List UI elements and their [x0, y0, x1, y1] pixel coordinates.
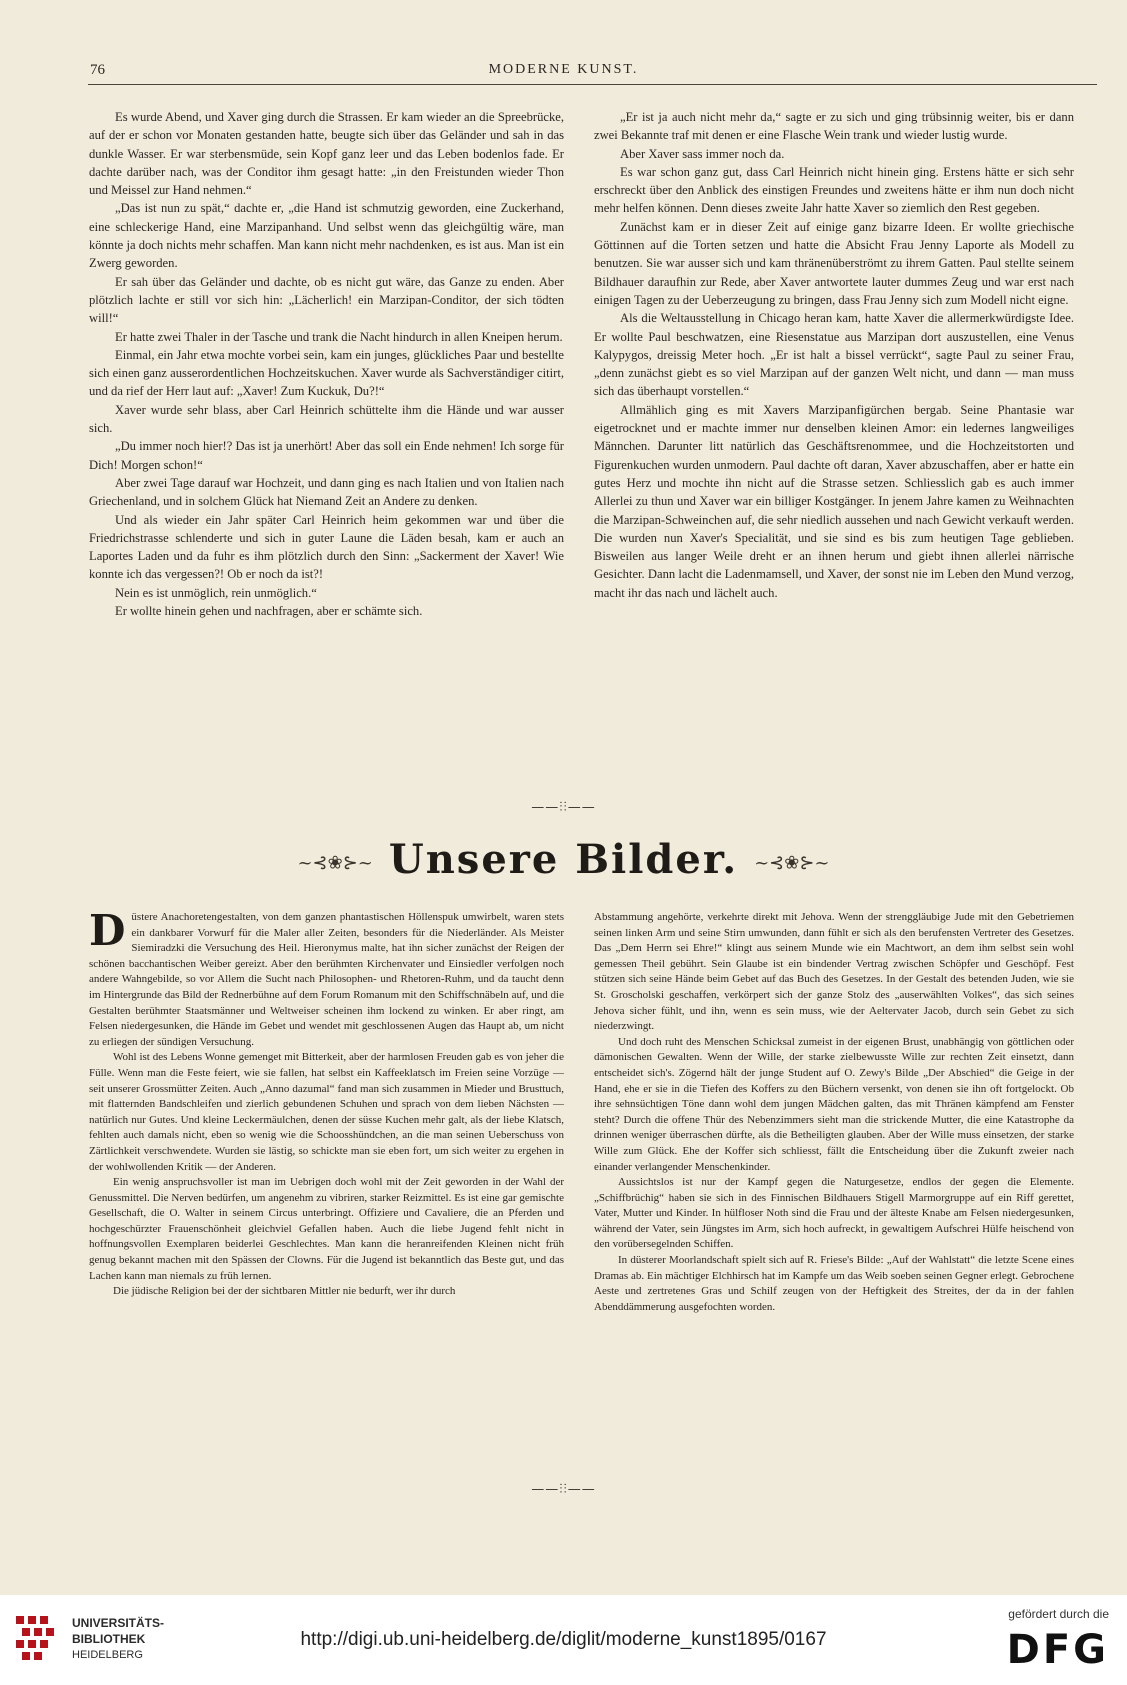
title-ornament-right: ~⊰❀⊱~	[754, 852, 830, 874]
story-paragraph: Er sah über das Geländer und dachte, ob es nicht gut wäre, das Ganze zu enden. Aber plötzlich lachte er still vor sich hin: „Lächerlich! ein Marzipan-Conditor, der sich tödten will!“	[89, 274, 564, 326]
story-paragraph: Xaver wurde sehr blass, aber Carl Heinrich schüttelte ihm die Hände und war ausser sich.	[89, 402, 564, 436]
library-name-line: BIBLIOTHEK	[72, 1632, 146, 1646]
story-paragraph: Er hatte zwei Thaler in der Tasche und trank die Nacht hindurch in allen Kneipen herum.	[115, 329, 563, 344]
story-paragraph: Einmal, ein Jahr etwa mochte vorbei sein, kam ein junges, glückliches Paar und bestellte sich einen ganz ausserordentlichen Hochzeitskuchen. Xaver wurde als Sachverständiger citirt, und da rief der Herr laut auf: „Xaver! Zum Kuckuk, Du?!“	[89, 347, 564, 399]
story-paragraph: Zunächst kam er in dieser Zeit auf einige ganz bizarre Ideen. Er wollte griechische Göttinnen auf die Torten setzen und hatte die Absicht Frau Jenny Laporte als Modell zu benutzen. Sie war ausser sich und kam thränenüberströmt zu ihrem Gatten. Paul stellte seinem Bildhauer daraufhin zur Rede, aber Xaver antwortete lauter dummes Zeug und war erst nach einigen Tagen zu der Ueberzeugung zu bringen, dass Frau Jenny sich zum Modell nicht eigne.	[594, 219, 1074, 307]
story-paragraph: Und als wieder ein Jahr später Carl Heinrich heim gekommen war und über die Friedrichstrasse schlenderte und sich in guter Laune die Läden besah, kam er auch an Laportes Laden und da fuhr es ihm plötzlich durch den Sinn: „Sackerment der Xaver! Wie konnte ich das vergessen?! Ob er noch da ist?!	[89, 512, 564, 582]
ornamental-divider: ——⫶⫶——	[531, 800, 596, 815]
funded-by-text: gefördert durch die	[1008, 1607, 1109, 1621]
title-ornament-left: ~⊰❀⊱~	[297, 852, 373, 874]
section-title-text: Unsere Bilder.	[388, 836, 739, 883]
story-paragraph: „Du immer noch hier!? Das ist ja unerhört! Aber das soll ein Ende nehmen! Ich sorge für Dich! Morgen schon!“	[89, 439, 564, 472]
section-left-column	[89, 906, 564, 1300]
library-name-line: HEIDELBERG	[72, 1649, 143, 1661]
dfg-logo: DFG	[1006, 1627, 1109, 1673]
source-url[interactable]: http://digi.ub.uni-heidelberg.de/diglit/moderne_kunst1895/0167	[300, 1629, 827, 1650]
viewer-footer	[0, 1595, 1127, 1685]
section-first-paragraph	[89, 906, 564, 1050]
section-title	[0, 836, 1127, 883]
drop-cap-D: D	[89, 906, 126, 955]
story-right-column	[594, 108, 1074, 602]
story-paragraph: Als die Weltausstellung in Chicago heran kam, hatte Xaver die allermerkwürdigste Idee. Er wollte Paul beschwatzen, eine Riesenstatue aus Marzipan dort auszustellen, eine Venus Kalypygos, dreissig Meter hoch. „Er ist halt a bissel verrückt“, sagte Paul zu seiner Frau, „denn zunächst giebt es so viel Marzipan auf der ganzen Welt nicht, und dann — man muss sich das überhaupt vorstellen.“	[594, 311, 1074, 399]
section-paragraph: Ein wenig anspruchsvoller ist man im Uebrigen doch wohl mit der Zeit geworden in der Wahl der Genussmittel. Die Nerven bedürfen, um angenehm zu vibriren, starker Reizmittel. Es ist eine gar gemischte Gesellschaft, die O. Walter in seinem Circus unterbringt. Offiziere und Cavaliere, die an Pferden und hochgeschürzter Frauenschönheit gleichviel Gefallen haben. Auch die liebe Jugend fehlt nicht in hoffnungsvollen Exemplaren beiderlei Geschlechtes. Man kann die heranreifenden Kleinen nicht früh genug bekannt machen mit den Spässen der Clowns. Für die Jugend ist bekanntlich das Beste gut, und das Lachen kann man niemals zu früh lernen.	[89, 1176, 564, 1282]
story-paragraph: Allmählich ging es mit Xavers Marzipanfigürchen bergab. Seine Phantasie war eigetrocknet und er machte immer nur denselben kleinen Amor: ein ledernes langweiliges Männchen. Darunter litt natürlich das Geschäftsrenommee, und die Hochzeitstorten und Figurenkuchen wurden unmodern. Paul dachte oft daran, Xaver abzuschaffen, aber er hatte ein gutes Herz und mochte ihn nicht auf die Strasse setzen. Schliesslich gab es auch immer Allerlei zu thun und Xaver war ein billiger Kostgänger. In jenem Jahre kamen zu Weihnachten die Marzipan-Schweinchen auf, die sehr niedlich aussehen und nach Gewicht verkauft werden. Die wurden nun Xaver's Specialität, und sie sind es bis zum heutigen Tage geblieben. Bisweilen aus langer Weile dreht er an ihnen herum und giebt ihnen allerlei närrische Gesichter. Dann lacht die Ladenmamsell, und Xaver, der sonst nie im Leben den Mund verzog, macht ihr das nach und lächelt auch.	[594, 402, 1074, 600]
story-paragraph: Es wurde Abend, und Xaver ging durch die Strassen. Er kam wieder an die Spreebrücke, auf der er schon vor Monaten gestanden hatte, beugte sich über das Geländer und sah in das dunkle Wasser. Er war sterbensmüde, sein Kopf ganz leer und das Leben bodenlos fade. Er dachte darüber nach, was der Conditor ihm gesagt hatte: „in den Freistunden wieder Thon und Meissel zur Hand nehmen.“	[89, 110, 564, 198]
section-paragraph: Aussichtslos ist nur der Kampf gegen die Naturgesetze, endlos der gegen die Elemente. „Schiffbrüchig“ haben sie sich in des Finnischen Bildhauers Stigell Marmorgruppe auf ein Riff gerettet, Vater, Mutter und Kinder. In hülfloser Noth sind die Frau und der älteste Knabe am Felsen niedergesunken, während der Vater, sein Jüngstes im Arm, sich hoch aufreckt, in gewaltigem Aufschrei Hülfe heischend von den vorübersegelnden Schiffen.	[594, 1176, 1074, 1251]
section-first-paragraph-text: üstere Anachoretengestalten, von dem ganzen phantastischen Höllenspuk umwirbelt, waren stets ein dankbarer Vorwurf für die Maler aller Zeiten, besonders für die Niederländer. Als Meister Siemiradzki die Versuchung des Heil. Hieronymus malte, hat ihn sicher zunächst der Reigen der schönen bacchantischen Weiber gereizt. Aber den berühmten Kirchenvater und Einsiedler verfolgen noch andere Wahngebilde, so vor Allem die Sucht nach Philosophen- und Rhetoren-Ruhm, und da taucht denn im Hintergrunde das Bild der Rednerbühne auf dem Forum Romanum mit den Schiffschnäbeln auf, und die Gestalten berühmter Staatsmänner und Weltweiser scheinen ihm lockend zu winken. Er aber ringt, am Felsen niedergesunken, die Hände im Gebet und wendet mit geschlossenen Augen das Haupt ab, um nicht zu erliegen der sündigen Versuchung.	[89, 911, 564, 1048]
story-paragraph: „Das ist nun zu spät,“ dachte er, „die Hand ist schmutzig geworden, eine Zuckerhand, eine schleckerige Hand, eine Marzipanhand. Und selbst wenn das gleichgültig wäre, man könnte ja doch nichts mehr schaffen. Man kann nicht mehr nachdenken, es ist aus. Man ist ein Zwerg geworden.	[89, 201, 564, 271]
story-paragraph: „Er ist ja auch nicht mehr da,“ sagte er zu sich und ging trübsinnig weiter, bis er dann zwei Bekannte traf mit denen er eine Flasche Wein trank und wieder lustig wurde.	[594, 110, 1074, 143]
section-paragraph: Wohl ist des Lebens Wonne gemenget mit Bitterkeit, aber der harmlosen Freuden gab es von jeher die Fülle. Wenn man die Feste feiert, wie sie fallen, hat selbst ein Kaffeeklatsch im Freien seine Vorzüge — seit unserer Grossmütter Zeiten. Auch „Anno dazumal“ fand man sich zusammen in Mieder und Brusttuch, mit flatternden Bandschleifen und zierlich gebundenen Schuhen und sprach von dem lieben Nächsten — natürlich nur Gutes. Und kleine Leckermäulchen, denen der süsse Kuchen mehr galt, als der liebe Klatsch, fehlten auch damals nicht, eben so wenig wie die Schoosshündchen, an die man seinen Ueberschuss von Zärtlichkeit verschwendete. Wurden sie lästig, so schickte man sie eben fort, um sich weiter zu ergehen in der wohlwollenden Kritik — der Anderen.	[89, 1051, 564, 1173]
running-title: MODERNE KUNST.	[488, 62, 639, 77]
story-paragraph: Nein es ist unmöglich, rein unmöglich.“	[115, 585, 317, 600]
section-paragraph: Abstammung angehörte, verkehrte direkt mit Jehova. Wenn der strenggläubige Jude mit den Gebetriemen seinen linken Arm und seine Stirn umwunden, dann fühlt er sich als den berufensten Vertreter des Gesetzes. Das „Dem Herrn sei Ehre!“ klingt aus seinem Munde wie ein Machtwort, an dem ihm selbst sein wohl gemessen Theil gebührt. Sein Glaube ist ein bindender Vertrag zwischen Schöpfer und Geschöpf. Fest stützen sich seine Hände beim Gebet auf das Buch des Gesetzes. In der Gestalt des betenden Juden, wie sie St. Groscholski geschaffen, verkörpert sich der ganze Stolz des „auserwählten Volkes“, das sich seines Jehova sicher fühlt, und ihn, wenn es sein muss, wie der Aeltervater Jacob, durch sein Gebet zu sich niederzwingt.	[594, 911, 1074, 1033]
story-paragraph: Aber Xaver sass immer noch da.	[620, 146, 785, 161]
section-paragraph: Die jüdische Religion bei der der sichtbaren Mittler nie bedurft, wer ihr durch	[113, 1285, 456, 1298]
ornamental-divider-bottom: ——⫶⫶——	[531, 1482, 596, 1497]
story-left-column	[89, 108, 564, 620]
header-rule	[88, 84, 1097, 85]
story-paragraph: Es war schon ganz gut, dass Carl Heinrich nicht hinein ging. Erstens hätte er sich sehr erschreckt über den Anblick des einstigen Freundes und zweitens hätte er ihm nun doch nicht mehr helfen können. Denn dieses zweite Jahr hatte Xaver so ziemlich den Rest gegeben.	[594, 164, 1074, 216]
story-paragraph: Aber zwei Tage darauf war Hochzeit, und dann ging es nach Italien und von Italien nach Griechenland, und in solchem Glück hat Niemand Zeit an Andere zu denken.	[89, 475, 564, 509]
story-paragraph: Er wollte hinein gehen und nachfragen, aber er schämte sich.	[115, 604, 423, 619]
page-number: 76	[90, 62, 105, 78]
section-paragraph: Und doch ruht des Menschen Schicksal zumeist in der eigenen Brust, unabhängig von göttlichen oder dämonischen Gewalten. Wenn der Wille, der starke zielbewusste Wille zur rechten Zeit einsetzt, dann entscheidet sich's. Zögernd hält der junge Student auf O. Zewy's Bilde „Der Abschied“ die Geige in der Hand, ehe er sie in die Tiefen des Koffers zu den Büchern versenkt, von denen sie ihn oft fortgelockt. Ob ihre sehnsüchtigen Töne dann wohl dem jungen Mädchen galten, das mit Thränen kämpfend am Fenster steht? Durch die offene Thür des Nebenzimmers sieht man die strickende Mutter, die eine Katastrophe da drinnen weniger überraschen dürfte, als die Betheiligten glauben. Aber der Wille muss einsetzen, der starke Wille zum Glück. Ehe der Koffer sich schliesst, fällt die Entscheidung über die Zukunft zweier nach einander verlangender Menschenkinder.	[594, 1035, 1074, 1173]
section-right-column	[594, 910, 1074, 1315]
library-name-line: UNIVERSITÄTS-	[72, 1616, 165, 1630]
section-paragraph: In düsterer Moorlandschaft spielt sich auf R. Friese's Bilde: „Auf der Wahlstatt“ die letzte Scene eines Dramas ab. Ein mächtiger Elchhirsch hat im Kampfe um das Weib soeben seinen Gegner erlegt. Gebrochene Aeste und zertretenes Gras und Schilf zeugen von der Heftigkeit des Streites, der da in der fahlen Abenddämmerung ausgefochten worden.	[594, 1254, 1074, 1313]
